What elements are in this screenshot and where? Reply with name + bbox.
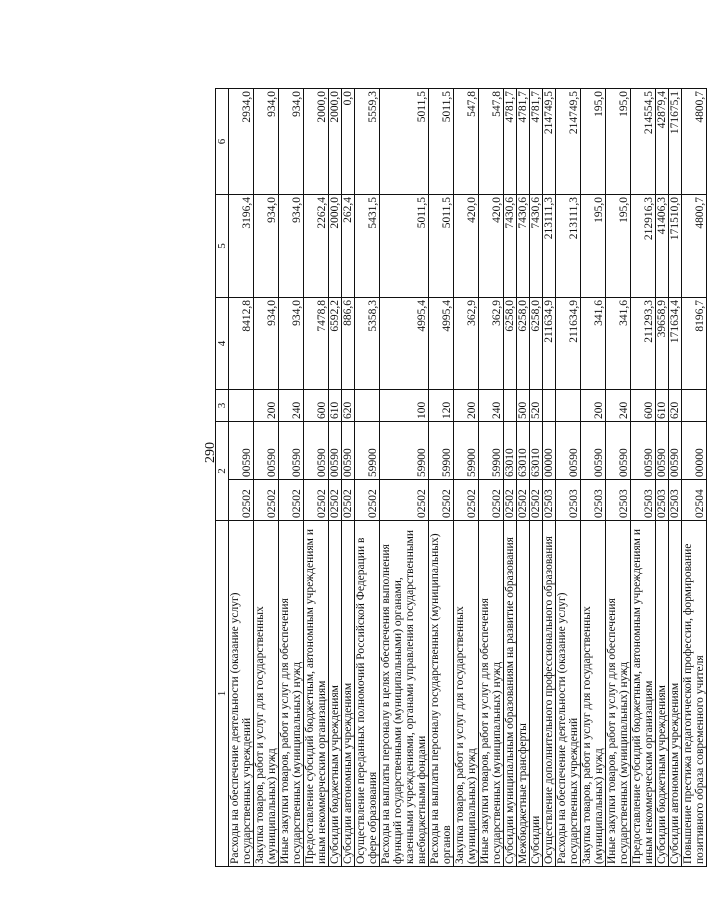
- row-value-col4: 6258,0: [530, 298, 543, 390]
- row-item-code: 59900: [355, 422, 380, 480]
- row-type-code: 610: [329, 390, 342, 422]
- header-row: [216, 89, 229, 867]
- row-type-code: 240: [606, 390, 631, 422]
- row-value-col4: 4995,4: [429, 298, 454, 390]
- row-item-code: 59900: [429, 422, 454, 480]
- table-row: [631, 89, 656, 867]
- row-name: Осуществление дополнительного профессионального образования: [543, 521, 556, 867]
- row-section-code: 02503: [543, 480, 556, 521]
- row-value-col5: 2262,4: [304, 195, 329, 298]
- row-value-col4: 886,6: [342, 298, 355, 390]
- row-value-col5: 213111,3: [543, 195, 556, 298]
- row-value-col5: 262,4: [342, 195, 355, 298]
- table-row: [656, 89, 669, 867]
- row-value-col6: 547,8: [479, 89, 504, 195]
- table-row: [504, 89, 517, 867]
- row-value-col4: 171634,4: [669, 298, 682, 390]
- table-row: [229, 89, 254, 867]
- row-value-col6: 195,0: [606, 89, 631, 195]
- table-row: [454, 89, 479, 867]
- row-value-col4: 8196,7: [682, 298, 707, 390]
- row-name: Субсидии: [530, 521, 543, 867]
- row-item-code: 63010: [517, 422, 530, 480]
- row-section-code: 02502: [504, 480, 517, 521]
- table-row: [581, 89, 606, 867]
- row-value-col4: 362,9: [479, 298, 504, 390]
- row-value-col6: 547,8: [454, 89, 479, 195]
- row-value-col6: 5011,5: [429, 89, 454, 195]
- row-type-code: 600: [631, 390, 656, 422]
- row-section-code: 02502: [429, 480, 454, 521]
- row-value-col5: 3196,4: [229, 195, 254, 298]
- row-value-col5: 4800,7: [682, 195, 707, 298]
- row-value-col4: 6258,0: [517, 298, 530, 390]
- row-name: Закупка товаров, работ и услуг для государственных (муниципальных) нужд: [254, 521, 279, 867]
- header-cell: 5: [216, 195, 229, 298]
- row-item-code: 00590: [254, 422, 279, 480]
- row-type-code: 240: [279, 390, 304, 422]
- header-cell: 4: [216, 298, 229, 390]
- table-row: [329, 89, 342, 867]
- table-row: [556, 89, 581, 867]
- row-item-code: 00590: [342, 422, 355, 480]
- row-value-col4: 6258,0: [504, 298, 517, 390]
- table-row: [479, 89, 504, 867]
- row-value-col6: 5011,5: [380, 89, 429, 195]
- row-value-col5: 5011,5: [429, 195, 454, 298]
- row-value-col5: 420,0: [454, 195, 479, 298]
- table-row: [342, 89, 355, 867]
- row-type-code: 520: [530, 390, 543, 422]
- row-section-code: 02502: [342, 480, 355, 521]
- row-value-col5: 7430,6: [530, 195, 543, 298]
- row-type-code: 200: [254, 390, 279, 422]
- row-value-col6: 214749,5: [556, 89, 581, 195]
- row-item-code: 00590: [556, 422, 581, 480]
- row-type-code: 600: [304, 390, 329, 422]
- row-name: Повышение престижа педагогической профессии, формирование позитивного образа современного учителя: [682, 521, 707, 867]
- table-row: [517, 89, 530, 867]
- row-name: Иные закупки товаров, работ и услуг для обеспечения государственных (муниципальных) нужд: [479, 521, 504, 867]
- row-section-code: 02502: [279, 480, 304, 521]
- row-value-col6: 42879,4: [656, 89, 669, 195]
- row-type-code: [504, 390, 517, 422]
- row-value-col5: 7430,6: [517, 195, 530, 298]
- row-value-col5: 171510,0: [669, 195, 682, 298]
- header-cell: 3: [216, 390, 229, 422]
- header-cell: 6: [216, 89, 229, 195]
- row-name: Межбюджетные трансферты: [517, 521, 530, 867]
- row-section-code: 02502: [530, 480, 543, 521]
- row-name: Субсидии автономным учреждениям: [342, 521, 355, 867]
- row-value-col4: 934,0: [254, 298, 279, 390]
- row-value-col5: 5431,5: [355, 195, 380, 298]
- row-name: Субсидии муниципальным образованиям на развитие образования: [504, 521, 517, 867]
- row-value-col6: 4800,7: [682, 89, 707, 195]
- row-section-code: 02502: [304, 480, 329, 521]
- row-type-code: 200: [581, 390, 606, 422]
- row-item-code: 63010: [530, 422, 543, 480]
- row-value-col4: 8412,8: [229, 298, 254, 390]
- table-row: [543, 89, 556, 867]
- row-section-code: 02503: [606, 480, 631, 521]
- row-value-col5: 41406,3: [656, 195, 669, 298]
- row-name: Предоставление субсидий бюджетным, автономным учреждениям и иным некоммерческим организациям: [304, 521, 329, 867]
- row-type-code: 240: [479, 390, 504, 422]
- row-item-code: 00590: [581, 422, 606, 480]
- row-name: Закупка товаров, работ и услуг для государственных (муниципальных) нужд: [454, 521, 479, 867]
- row-name: Закупка товаров, работ и услуг для государственных (муниципальных) нужд: [581, 521, 606, 867]
- row-section-code: 02503: [656, 480, 669, 521]
- row-section-code: 02502: [517, 480, 530, 521]
- row-name: Расходы на обеспечение деятельности (оказание услуг) государственных учреждений: [556, 521, 581, 867]
- row-value-col5: 7430,6: [504, 195, 517, 298]
- row-value-col5: 212916,3: [631, 195, 656, 298]
- row-item-code: 00590: [304, 422, 329, 480]
- row-name: Осуществление переданных полномочий Российской Федерации в сфере образования: [355, 521, 380, 867]
- row-type-code: [556, 390, 581, 422]
- row-section-code: 02503: [669, 480, 682, 521]
- row-item-code: 59900: [454, 422, 479, 480]
- row-section-code: 02504: [682, 480, 707, 521]
- row-type-code: 100: [380, 390, 429, 422]
- row-value-col5: 934,0: [254, 195, 279, 298]
- row-item-code: 59900: [479, 422, 504, 480]
- row-value-col4: 7478,8: [304, 298, 329, 390]
- row-value-col5: 420,0: [479, 195, 504, 298]
- row-item-code: 00590: [631, 422, 656, 480]
- row-value-col5: 213111,3: [556, 195, 581, 298]
- row-value-col6: 4781,7: [530, 89, 543, 195]
- row-value-col6: 171675,1: [669, 89, 682, 195]
- row-value-col6: 214554,5: [631, 89, 656, 195]
- row-type-code: [355, 390, 380, 422]
- table-row: [304, 89, 329, 867]
- table-row: [606, 89, 631, 867]
- row-section-code: 02502: [329, 480, 342, 521]
- row-item-code: 00590: [329, 422, 342, 480]
- row-type-code: 620: [669, 390, 682, 422]
- row-type-code: 610: [656, 390, 669, 422]
- row-name: Предоставление субсидий бюджетным, автономным учреждениям и иным некоммерческим организациям: [631, 521, 656, 867]
- row-value-col6: 214749,5: [543, 89, 556, 195]
- row-value-col6: 934,0: [279, 89, 304, 195]
- row-type-code: 620: [342, 390, 355, 422]
- row-value-col5: 2000,0: [329, 195, 342, 298]
- table-row: [380, 89, 429, 867]
- row-value-col6: 2000,0: [304, 89, 329, 195]
- row-value-col4: 211293,3: [631, 298, 656, 390]
- row-value-col6: 0,0: [342, 89, 355, 195]
- row-section-code: 02502: [229, 480, 254, 521]
- table-row: [669, 89, 682, 867]
- row-value-col5: 195,0: [581, 195, 606, 298]
- row-value-col4: 341,6: [606, 298, 631, 390]
- row-section-code: 02502: [479, 480, 504, 521]
- row-value-col4: 211634,9: [543, 298, 556, 390]
- row-value-col4: 39658,9: [656, 298, 669, 390]
- page-number: 290: [203, 442, 218, 463]
- row-value-col4: 6592,2: [329, 298, 342, 390]
- row-value-col4: 5358,3: [355, 298, 380, 390]
- table-row: [355, 89, 380, 867]
- budget-table: [215, 88, 707, 867]
- row-value-col6: 4781,7: [517, 89, 530, 195]
- row-item-code: 63010: [504, 422, 517, 480]
- row-name: Расходы на выплаты персоналу государственных (муниципальных) органов: [429, 521, 454, 867]
- row-section-code: 02503: [556, 480, 581, 521]
- row-type-code: [682, 390, 707, 422]
- row-type-code: [543, 390, 556, 422]
- header-cell: 1: [216, 521, 229, 867]
- row-item-code: 00000: [543, 422, 556, 480]
- table-row: [682, 89, 707, 867]
- row-section-code: 02503: [631, 480, 656, 521]
- row-value-col5: 195,0: [606, 195, 631, 298]
- row-item-code: 00590: [656, 422, 669, 480]
- row-section-code: 02502: [380, 480, 429, 521]
- table-row: [279, 89, 304, 867]
- row-value-col4: 4995,4: [380, 298, 429, 390]
- row-value-col6: 195,0: [581, 89, 606, 195]
- row-name: Иные закупки товаров, работ и услуг для обеспечения государственных (муниципальных) нужд: [606, 521, 631, 867]
- row-value-col5: 934,0: [279, 195, 304, 298]
- row-item-code: 00000: [682, 422, 707, 480]
- row-name: Субсидии бюджетным учреждениям: [329, 521, 342, 867]
- row-section-code: 02502: [355, 480, 380, 521]
- row-value-col6: 2934,0: [229, 89, 254, 195]
- row-section-code: 02502: [454, 480, 479, 521]
- row-type-code: [229, 390, 254, 422]
- row-value-col5: 5011,5: [380, 195, 429, 298]
- table-row: [429, 89, 454, 867]
- row-value-col4: 362,9: [454, 298, 479, 390]
- row-name: Субсидии бюджетным учреждениям: [656, 521, 669, 867]
- row-name: Субсидии автономным учреждениям: [669, 521, 682, 867]
- row-value-col4: 211634,9: [556, 298, 581, 390]
- row-name: Расходы на выплаты персоналу в целях обеспечения выполнения функций государственными (муниципальными) органами, казенными учреждениями, органами управления государственными внебюджетными фондами: [380, 521, 429, 867]
- row-type-code: 120: [429, 390, 454, 422]
- row-value-col4: 934,0: [279, 298, 304, 390]
- row-section-code: 02503: [581, 480, 606, 521]
- row-item-code: 00590: [229, 422, 254, 480]
- row-type-code: 200: [454, 390, 479, 422]
- row-item-code: 00590: [279, 422, 304, 480]
- table-row: [530, 89, 543, 867]
- row-name: Иные закупки товаров, работ и услуг для обеспечения государственных (муниципальных) нужд: [279, 521, 304, 867]
- row-item-code: 00590: [606, 422, 631, 480]
- row-value-col6: 5559,3: [355, 89, 380, 195]
- row-value-col6: 2000,0: [329, 89, 342, 195]
- row-type-code: 500: [517, 390, 530, 422]
- row-value-col4: 341,6: [581, 298, 606, 390]
- header-cell: 2: [216, 422, 229, 521]
- row-section-code: 02502: [254, 480, 279, 521]
- row-item-code: 59900: [380, 422, 429, 480]
- row-value-col6: 934,0: [254, 89, 279, 195]
- table-row: [254, 89, 279, 867]
- row-item-code: 00590: [669, 422, 682, 480]
- row-value-col6: 4781,7: [504, 89, 517, 195]
- row-name: Расходы на обеспечение деятельности (оказание услуг) государственных учреждений: [229, 521, 254, 867]
